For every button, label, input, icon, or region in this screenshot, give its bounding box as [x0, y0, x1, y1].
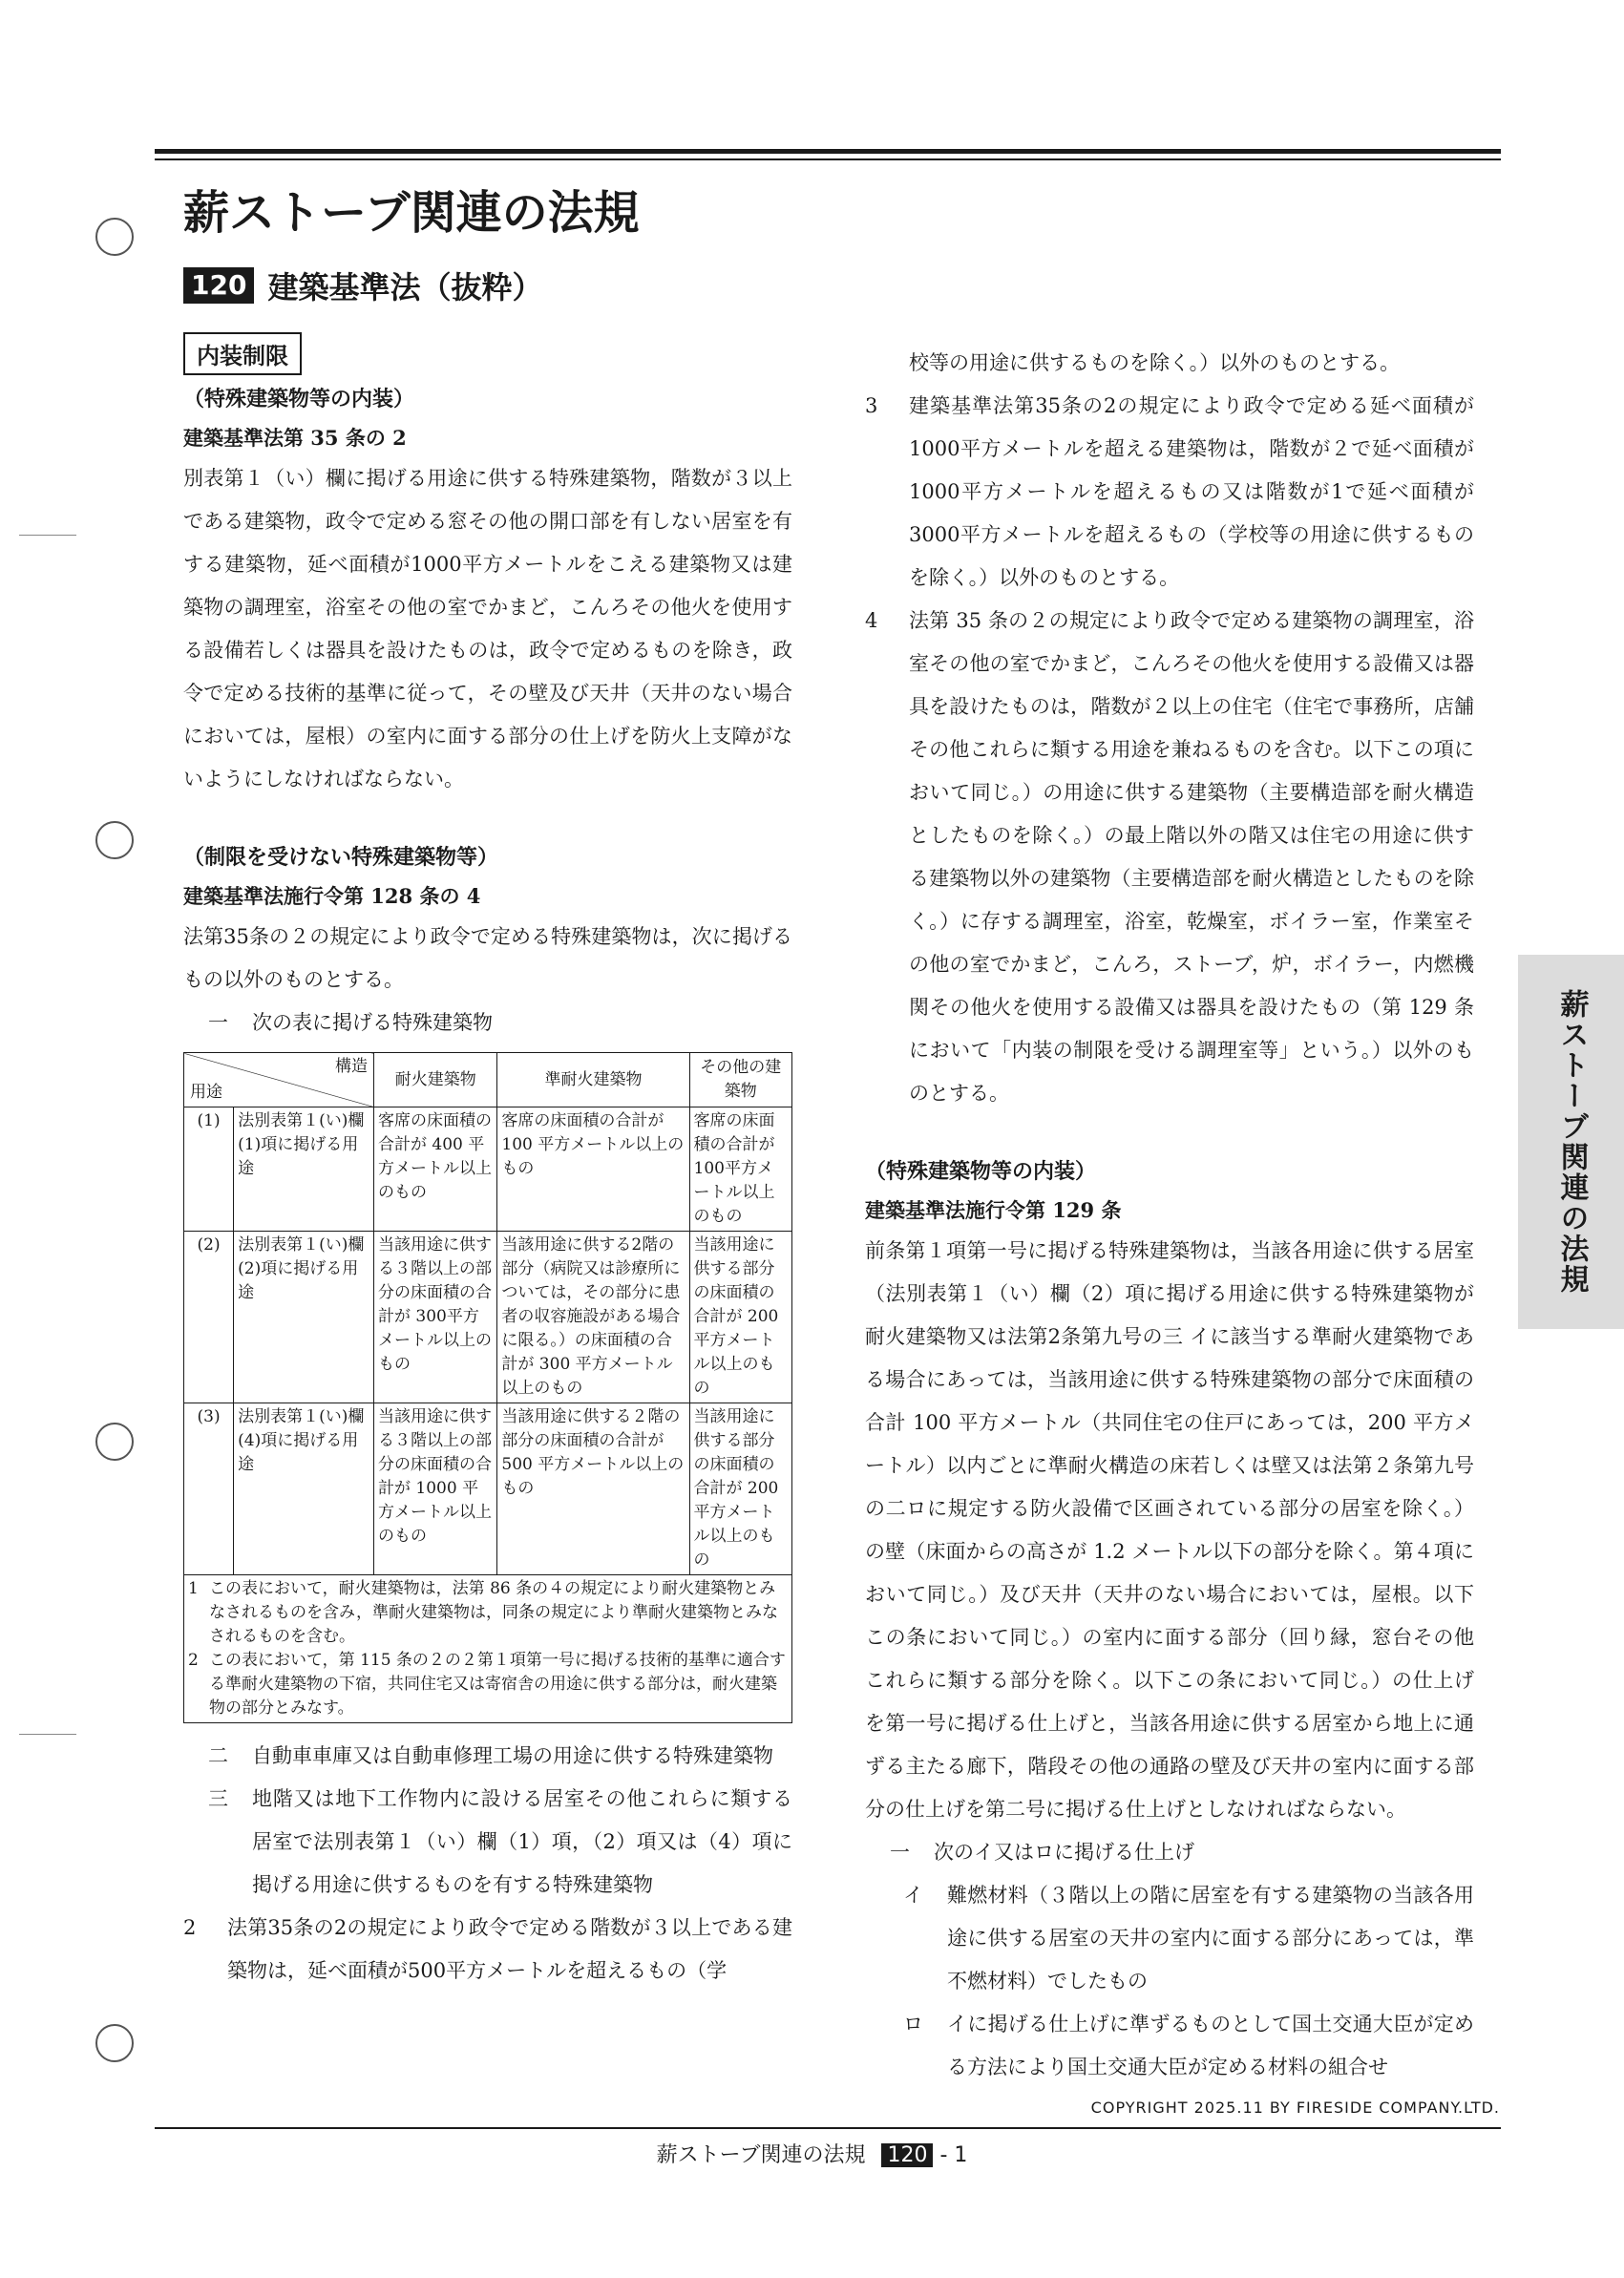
top-rule-thick	[155, 149, 1501, 154]
left-column	[183, 332, 792, 1993]
table-note-text: この表において，耐火建築物は，法第 86 条の４の規定により耐火建築物とみなされるものを含み，準耐火建築物は，同条の規定により準耐火建築物とみなされるものを含む。	[209, 1579, 779, 1646]
section-title: 建築基準法（抜粋）	[267, 269, 543, 306]
boxed-heading: 内装制限	[183, 332, 302, 375]
list-item-number: 三	[208, 1787, 228, 1810]
list-item-number: 一	[208, 1011, 228, 1034]
paragraph-text: 校等の用途に供するものを除く。）以外のものとする。	[909, 351, 1401, 374]
list-item	[865, 1831, 1474, 1874]
page-footer	[0, 2139, 1624, 2168]
list-item	[183, 1002, 792, 1044]
table-col-header: その他の建築物	[689, 1053, 792, 1107]
table-header-use: 用途	[190, 1083, 222, 1102]
sub-list-item-text: 難燃材料（３階以上の階に居室を有する建築物の当該各用途に供する居室の天井の室内に面する部分にあっては，準不燃材料）でしたもの	[947, 1884, 1474, 1993]
table-cell: (3)	[184, 1403, 234, 1575]
top-rule-thin	[155, 158, 1501, 160]
footer-page-number: - 1	[939, 2143, 968, 2167]
bottom-rule	[155, 2127, 1501, 2129]
footer-label: 薪ストーブ関連の法規	[656, 2143, 866, 2167]
side-index-tab	[1518, 955, 1624, 1329]
numbered-paragraph	[865, 600, 1474, 1115]
table-row	[184, 1232, 792, 1403]
list-item-text: 次の表に掲げる特殊建築物	[252, 1011, 493, 1034]
body-paragraph: 法第35条の２の規定により政令で定める特殊建築物は，次に掲げるもの以外のものとする。	[183, 925, 792, 991]
table-note	[188, 1577, 788, 1649]
paragraph-text: 建築基準法第35条の2の規定により政令で定める延べ面積が1000平方メートルを超える建築物は，階数が２で延べ面積が1000平方メートルを超えるもの又は階数が1で延べ面積が3000平方メートルを超えるもの（学校等の用途に供するものを除く。）以外のものとする。	[909, 394, 1474, 589]
table-cell: 客席の床面積の合計が 100平方メートル以上のもの	[689, 1107, 792, 1232]
table-cell: 当該用途に供する３階以上の部分の床面積の合計が 300平方メートル以上のもの	[374, 1232, 497, 1403]
table-cell: 法別表第１(い)欄(2)項に掲げる用途	[234, 1232, 374, 1403]
list-item-number: 一	[890, 1841, 910, 1864]
margin-mark	[19, 535, 76, 536]
paragraph-text: 法第 35 条の２の規定により政令で定める建築物の調理室，浴室その他の室でかまど，こんろその他火を使用する設備又は器具を設けたものは，階数が２以上の住宅（住宅で事務所，店舗その他これらに類する用途を兼ねるものを含む。以下この項において同じ。）の用途に供する建築物（主要構造部を耐火構造としたものを除く。）の最上階以外の階又は住宅の用途に供する建築物以外の建築物（主要構造部を耐火構造としたものを除く。）に存する調理室，浴室，乾燥室，ボイラー室，作業室その他の室でかまど，こんろ，ストーブ，炉，ボイラー，内燃機関その他火を使用する設備又は器具を設けたもの（第 129 条において「内装の制限を受ける調理室等」という。）以外のものとする。	[909, 609, 1474, 1105]
numbered-paragraph	[183, 1907, 792, 1993]
subheading: （制限を受けない特殊建築物等）	[183, 846, 499, 870]
sub-list-item	[865, 1874, 1474, 2003]
page-title: 薪ストーブ関連の法規	[183, 186, 640, 240]
footer-section-badge: 120	[881, 2143, 933, 2167]
sub-list-item-marker: イ	[903, 1884, 923, 1907]
body-paragraph: 別表第１（い）欄に掲げる用途に供する特殊建築物，階数が３以上である建築物，政令で定める窓その他の開口部を有しない居室を有する建築物，延べ面積が1000平方メートルをこえる建築物又は建築物の調理室，浴室その他の室でかまど，こんろその他火を使用する設備若しくは器具を設けたものは，政令で定めるものを除き，政令で定める技術的基準に従って，その壁及び天井（天井のない場合においては，屋根）の室内に面する部分の仕上げを防火上支障がないようにしなければならない。	[183, 467, 792, 791]
punch-hole	[95, 1423, 134, 1461]
right-column	[865, 342, 1474, 2089]
side-tab-label: 薪ストーブ関連の法規	[1554, 989, 1589, 1295]
table-notes	[184, 1575, 792, 1723]
section-number-badge: 120	[183, 267, 254, 304]
table-cell: 当該用途に供する部分の床面積の合計が 200 平方メートル以上のもの	[689, 1232, 792, 1403]
table-note	[188, 1649, 788, 1720]
list-item	[183, 1735, 792, 1778]
paragraph-number: 4	[865, 609, 878, 632]
list-item-number: 二	[208, 1744, 228, 1767]
table-header-row	[184, 1053, 792, 1107]
copyright-notice: COPYRIGHT 2025.11 BY FIRESIDE COMPANY.LTD.	[1090, 2099, 1500, 2117]
paragraph-number: 2	[183, 1916, 197, 1939]
punch-hole	[95, 218, 134, 256]
table-cell: 客席の床面積の合計が 400 平方メートル以上のもの	[374, 1107, 497, 1232]
table-cell: (2)	[184, 1232, 234, 1403]
list-item-text: 地階又は地下工作物内に設ける居室その他これらに類する居室で法別表第１（い）欄（1）項，（2）項又は（4）項に掲げる用途に供するものを有する特殊建築物	[252, 1787, 792, 1896]
table-cell: 当該用途に供する２階の部分の床面積の合計が 500 平方メートル以上のもの	[497, 1403, 689, 1575]
paragraph-number: 3	[865, 394, 878, 417]
table-cell: 当該用途に供する３階以上の部分の床面積の合計が 1000 平方メートル以上のもの	[374, 1403, 497, 1575]
sub-list-item-text: イに掲げる仕上げに準ずるものとして国土交通大臣が定める方法により国土交通大臣が定める材料の組合せ	[947, 2013, 1474, 2078]
table-note-number: 1	[188, 1579, 199, 1598]
table-cell: 客席の床面積の合計が 100 平方メートル以上のもの	[497, 1107, 689, 1232]
punch-hole	[95, 821, 134, 859]
table-row	[184, 1403, 792, 1575]
subheading: （特殊建築物等の内装）	[865, 1160, 1097, 1184]
table-header-structure: 構造	[335, 1057, 368, 1076]
punch-hole	[95, 2024, 134, 2062]
table-note-number: 2	[188, 1651, 199, 1670]
paragraph-text: 法第35条の2の規定により政令で定める階数が３以上である建築物は，延べ面積が500平方メートルを超えるもの（学	[227, 1916, 792, 1982]
sub-list-item	[865, 2003, 1474, 2089]
table-col-header: 耐火建築物	[374, 1053, 497, 1107]
list-item-text: 自動車車庫又は自動車修理工場の用途に供する特殊建築物	[252, 1744, 773, 1767]
table-cell: 当該用途に供する2階の部分（病院又は診療所については，その部分に患者の収容施設がある場合に限る。）の床面積の合計が 300 平方メートル以上のもの	[497, 1232, 689, 1403]
section-heading	[183, 264, 542, 307]
list-item	[183, 1778, 792, 1907]
list-item-text: 次のイ又はロに掲げる仕上げ	[934, 1841, 1194, 1864]
body-paragraph: 前条第１項第一号に掲げる特殊建築物は，当該各用途に供する居室（法別表第１（い）欄（2）項に掲げる用途に供する特殊建築物が耐火建築物又は法第2条第九号の三 イに該当する準耐火建築物である場合にあっては，当該用途に供する特殊建築物の部分で床面積の合計 100 平方メートル（共同住宅の住戸にあっては，200 平方メートル）以内ごとに準耐火構造の床若しくは壁又は法第２条第九号の二ロに規定する防火設備で区画されている部分の居室を除く。）の壁（床面からの高さが 1.2 メートル以下の部分を除く。第４項において同じ。）及び天井（天井のない場合においては，屋根。以下この条において同じ。）の室内に面する部分（回り縁，窓台その他これらに類する部分を除く。以下この条において同じ。）の仕上げを第一号に掲げる仕上げと，当該各用途に供する居室から地上に通ずる主たる廊下，階段その他の通路の壁及び天井の室内に面する部分の仕上げを第二号に掲げる仕上げとしなければならない。	[865, 1239, 1474, 1821]
subheading: （特殊建築物等の内装）	[183, 388, 415, 411]
table-note-text: この表において，第 115 条の２の２第１項第一号に掲げる技術的基準に適合する準耐火建築物の下宿，共同住宅又は寄宿舎の用途に供する部分は，耐火建築物の部分とみなす。	[209, 1651, 786, 1718]
table-col-header: 準耐火建築物	[497, 1053, 689, 1107]
table-row	[184, 1107, 792, 1232]
table-notes-row	[184, 1575, 792, 1723]
table-cell: 法別表第１(い)欄(4)項に掲げる用途	[234, 1403, 374, 1575]
law-reference: 建築基準法施行令第 129 条	[865, 1198, 1122, 1222]
law-reference: 建築基準法施行令第 128 条の 4	[183, 884, 481, 908]
numbered-paragraph	[865, 385, 1474, 600]
table-corner-cell	[184, 1053, 374, 1107]
continued-paragraph	[865, 342, 1474, 385]
table-cell: 法別表第１(い)欄(1)項に掲げる用途	[234, 1107, 374, 1232]
table-cell: 当該用途に供する部分の床面積の合計が 200 平方メートル以上のもの	[689, 1403, 792, 1575]
sub-list-item-marker: ロ	[903, 2013, 923, 2035]
law-reference: 建築基準法第 35 条の 2	[183, 426, 407, 450]
special-building-table	[183, 1052, 792, 1723]
table-cell: (1)	[184, 1107, 234, 1232]
margin-mark	[19, 1734, 76, 1735]
